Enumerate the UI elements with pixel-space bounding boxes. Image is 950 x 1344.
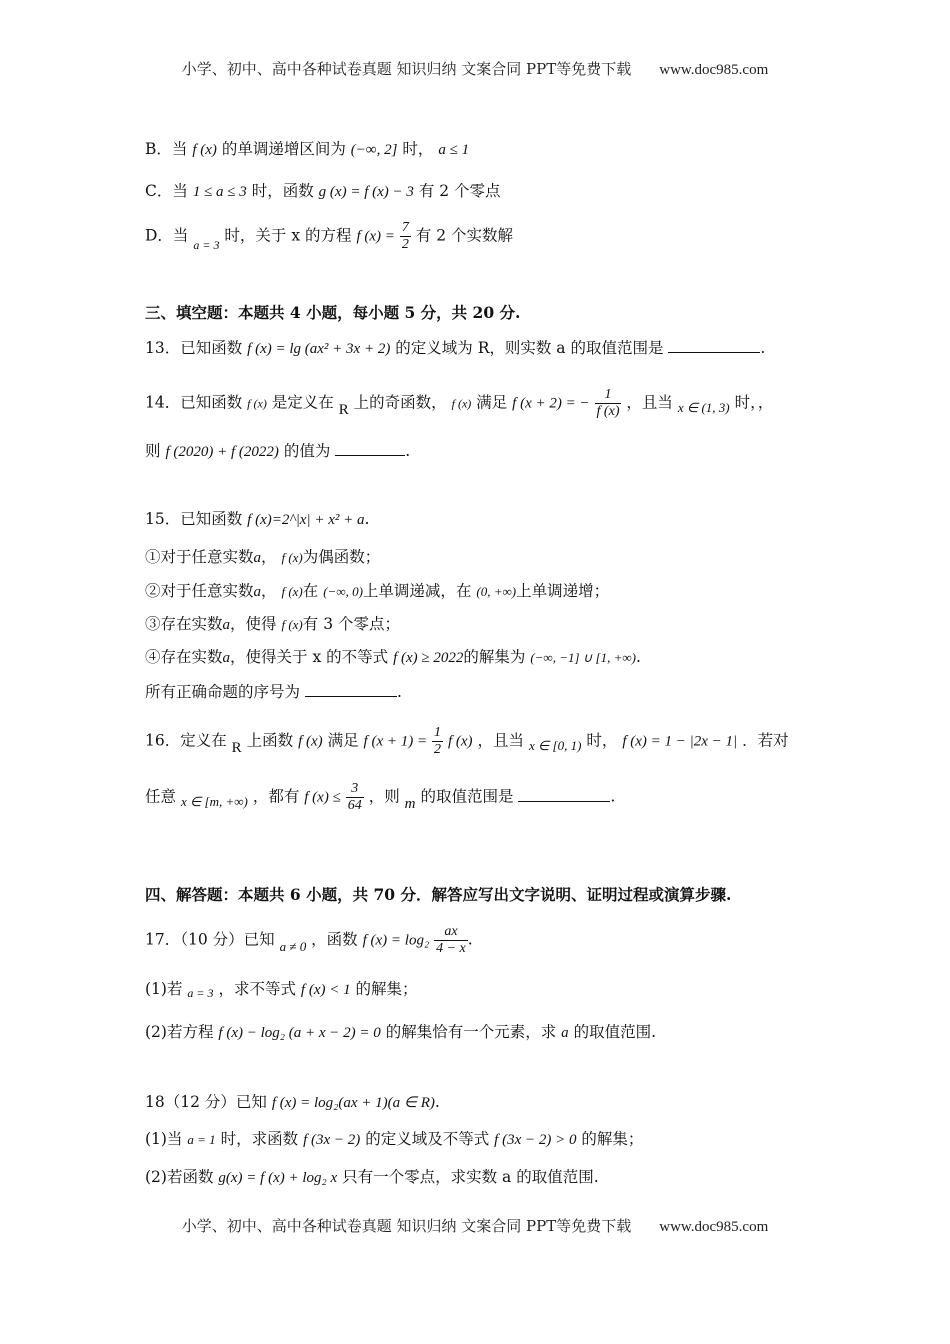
statement-1: ①对于任意实数a， f (x)为偶函数； — [145, 548, 381, 566]
question-16: 16．定义在 R 上函数 f (x) 满足 f (x + 1) = $\frac{1}{2}$ f (x) ，且当 $_{x \in [0, 1)}$ 时， f (x) = 1 − |2x − 1| ．若对 — [145, 725, 789, 757]
question-13: 13．已知函数 f (x) = lg (ax² + 3x + 2) 的定义域为 R，则实数 a 的取值范围是 . — [145, 339, 766, 357]
fraction-7-2: $\frac{7}{2}$ — [401, 220, 409, 252]
option-b: B．当 f (x) 的单调递增区间为 (−∞, 2] 时， a ≤ 1 — [145, 140, 470, 158]
section-3-heading: 三、填空题：本题共 4 小题，每小题 5 分，共 20 分. — [145, 303, 521, 322]
answer-blank[interactable] — [668, 337, 760, 353]
statement-3: ③存在实数a，使得 f (x)有 3 个零点； — [145, 615, 400, 633]
question-15: 15．已知函数 f (x)=2^|x| + x² + a. — [145, 510, 370, 528]
footer-banner-text: 小学、初中、高中各种试卷真题 知识归纳 文案合同 PPT等免费下载 — [181, 1217, 632, 1235]
section-4-heading: 四、解答题：本题共 6 小题，共 70 分．解答应写出文字说明、证明过程或演算步骤. — [145, 885, 732, 904]
answer-blank[interactable] — [518, 786, 610, 802]
question-17-part-1: (1)若 a = 3 ，求不等式 f (x) < 1 的解集； — [145, 980, 418, 1000]
header-banner-text: 小学、初中、高中各种试卷真题 知识归纳 文案合同 PPT等免费下载 — [181, 60, 632, 78]
fraction-ax-over-4-minus-x: $\frac{ax}{4 - x}$ — [436, 924, 466, 956]
fraction-1-2: $\frac{1}{2}$ — [434, 725, 442, 757]
fraction-1-over-fx: $\frac{1}{f (x)}$ — [596, 387, 620, 419]
question-14: 14．已知函数 f (x) 是定义在 R 上的奇函数， f (x) 满足 f (x + 2) = − $\frac{1}{f (x)}$ ，且当 $_{x \in (1, 3)}$ 时，， — [145, 387, 774, 419]
option-c: C．当 1 ≤ a ≤ 3 时，函数 g (x) = f (x) − 3 有 2 个零点 — [145, 182, 501, 200]
header-banner — [0, 58, 950, 79]
answer-blank[interactable] — [305, 681, 397, 697]
fraction-3-64: $\frac{3}{64}$ — [347, 781, 362, 813]
question-15-ask: 所有正确命题的序号为 . — [145, 683, 402, 701]
option-d: D．当 $_{a = 3}$ 时，关于 x 的方程 f (x) = $\frac{7}{2}$ 有 2 个实数解 — [145, 220, 513, 252]
question-17-part-2: (2)若方程 f (x) − log₂ (a + x − 2) = 0 的解集恰有一个元素，求 a 的取值范围. — [145, 1023, 657, 1041]
footer-banner-url[interactable]: www.doc985.com — [659, 1219, 769, 1235]
answer-blank[interactable] — [335, 440, 405, 456]
statement-2: ②对于任意实数a， f (x)在 (−∞, 0)上单调递减，在 (0, +∞)上单调递增； — [145, 582, 610, 600]
question-17: 17．（10 分）已知 $_{a \ne 0}$ ，函数 f (x) = log₂ $\frac{ax}{4 - x}$ . — [145, 924, 473, 956]
question-14-line-2: 则 f (2020) + f (2022) 的值为 . — [145, 442, 411, 460]
question-18: 18（12 分）已知 f (x) = log₂(ax + 1)(a ∈ R). — [145, 1093, 440, 1111]
question-16-line-2: 任意 $_{x \in [m, +\infty)}$ ，都有 f (x) ≤ $\frac{3}{64}$ ，则 m 的取值范围是 . — [145, 781, 616, 813]
footer-banner — [0, 1215, 950, 1236]
statement-4: ④存在实数a，使得关于 x 的不等式 f (x) ≥ 2022的解集为 (−∞, −1] ∪ [1, +∞). — [145, 648, 641, 666]
header-banner-url[interactable]: www.doc985.com — [659, 62, 769, 78]
question-18-part-2: (2)若函数 g(x) = f (x) + log₂ x 只有一个零点，求实数 a 的取值范围. — [145, 1168, 599, 1186]
question-18-part-1: (1)当 a = 1 时，求函数 f (3x − 2) 的定义域及不等式 f (3x − 2) > 0 的解集； — [145, 1130, 644, 1148]
